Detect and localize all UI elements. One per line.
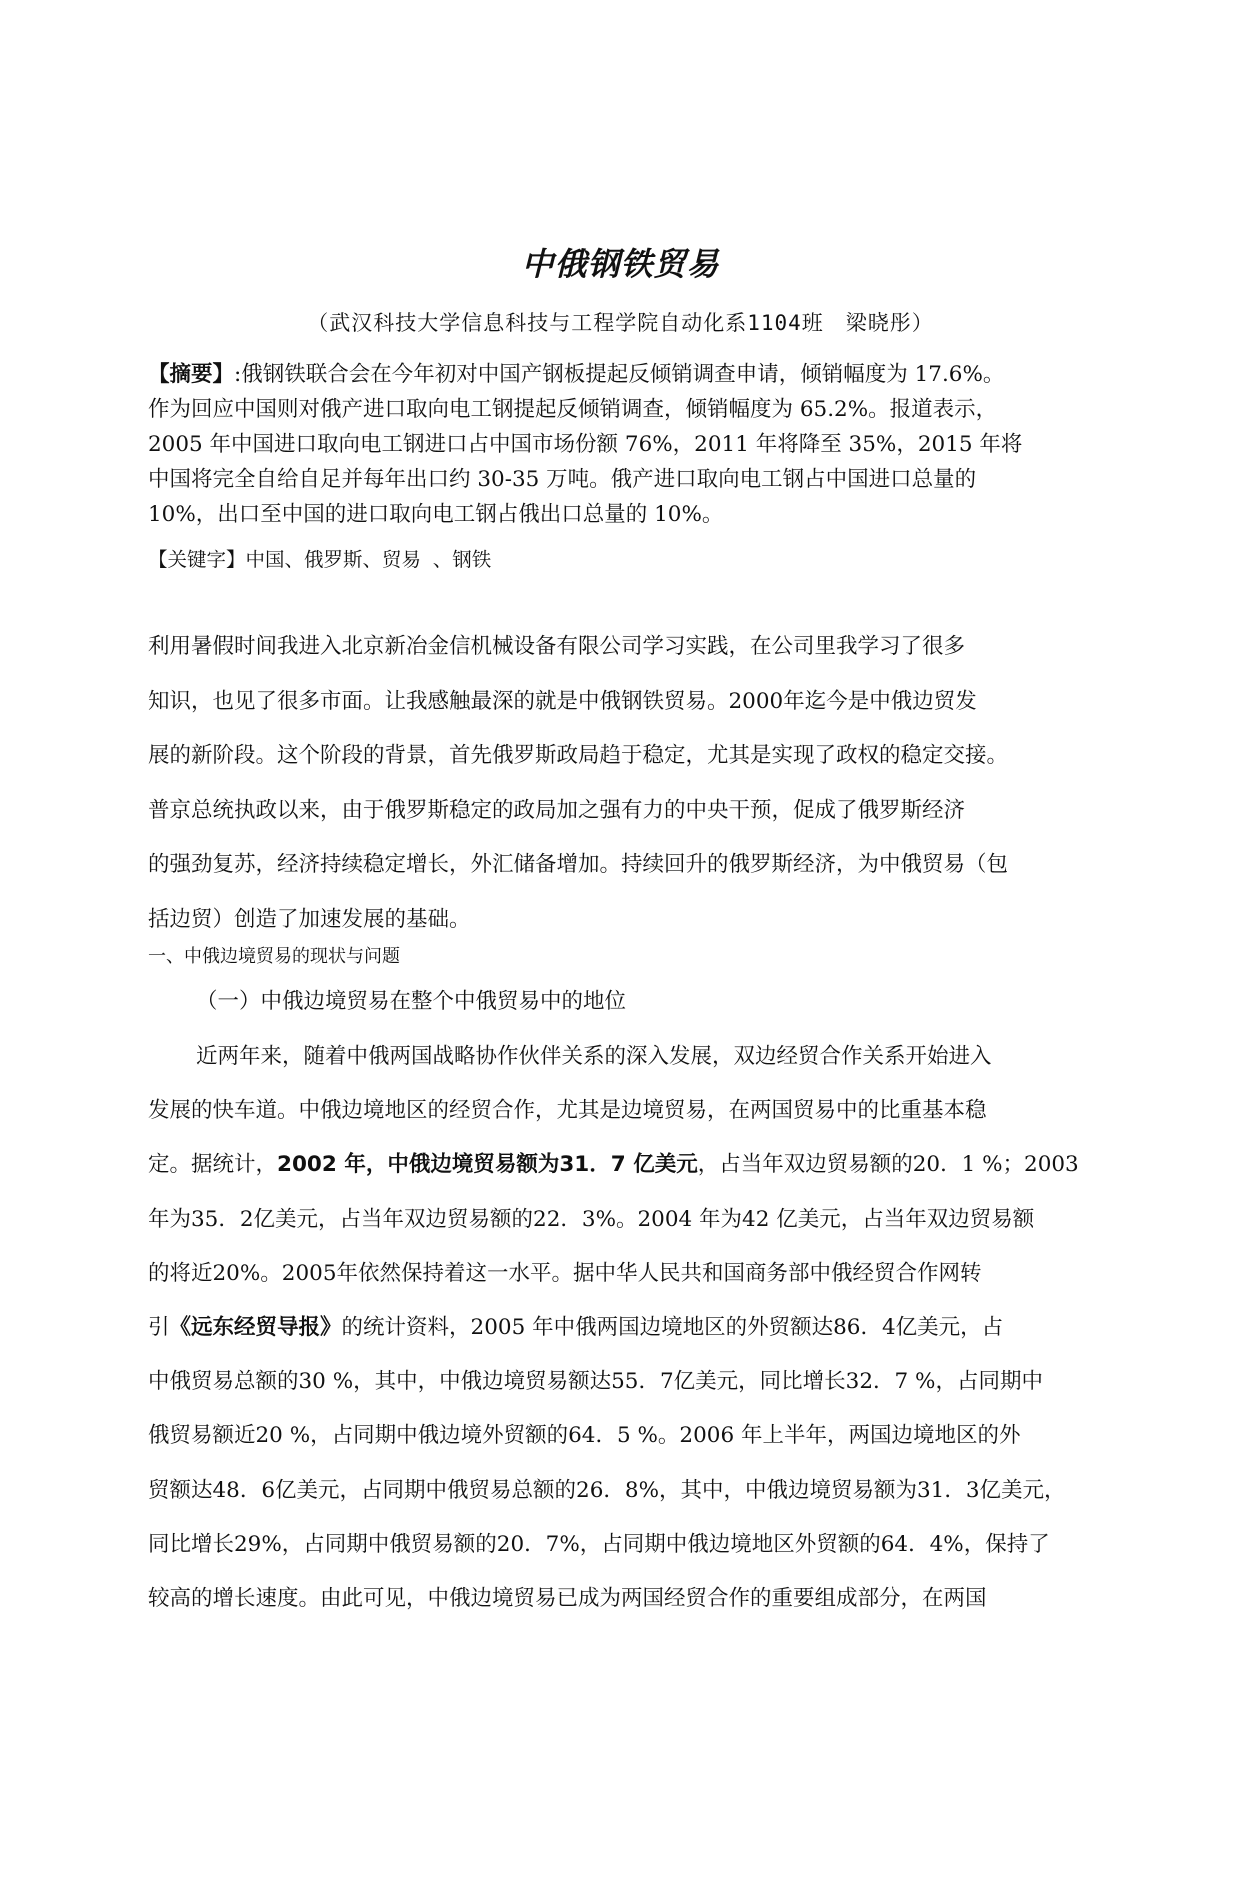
- status-paragraph: [148, 1030, 1108, 1626]
- paragraph-line: 的强劲复苏，经济持续稳定增长，外汇储备增加。持续回升的俄罗斯经济，为中俄贸易（包: [148, 852, 1009, 878]
- text-run: ，占当年双边贸易额的20．1 %；2003: [697, 1152, 1079, 1178]
- abstract-line: [148, 357, 1108, 392]
- text-run: 引: [148, 1315, 170, 1341]
- paragraph-line: 普京总统执政以来，由于俄罗斯稳定的政局加之强有力的中央干预，促成了俄罗斯经济: [148, 797, 966, 823]
- paragraph-line: 括边贸）创造了加速发展的基础。: [148, 906, 471, 932]
- paragraph-line: 展的新阶段。这个阶段的背景，首先俄罗斯政局趋于稳定，尤其是实现了政权的稳定交接。: [148, 743, 1009, 769]
- paragraph-line: 发展的快车道。中俄边境地区的经贸合作，尤其是边境贸易，在两国贸易中的比重基本稳: [148, 1098, 987, 1124]
- keywords-line: 【关键字】中国、俄罗斯、贸易 、钢铁: [148, 548, 492, 571]
- abstract-label: 【摘要】: [148, 362, 235, 387]
- paragraph-line: 中俄贸易总额的30 %，其中，中俄边境贸易额达55．7亿美元，同比增长32．7 %，占同期中: [148, 1369, 1043, 1395]
- document-title: 中俄钢铁贸易: [521, 245, 720, 283]
- sub-heading: （一）中俄边境贸易在整个中俄贸易中的地位: [196, 989, 627, 1014]
- bold-source-title: 《远东经贸导报》: [169, 1315, 342, 1341]
- paragraph-line: 年为35．2亿美元，占当年双边贸易额的22．3%。2004 年为42 亿美元，占当年双边贸易额: [148, 1206, 1035, 1232]
- paragraph-line: 的将近20%。2005年依然保持着这一水平。据中华人民共和国商务部中俄经贸合作网转: [148, 1260, 982, 1286]
- text-run: 的统计资料，2005 年中俄两国边境地区的外贸额达86．4亿美元，占: [341, 1315, 1004, 1341]
- intro-paragraph: [148, 620, 1108, 948]
- abstract-line: 2005 年中国进口取向电工钢进口占中国市场份额 76%，2011 年将降至 35%，2015 年将: [148, 432, 1023, 457]
- paragraph-line: 利用暑假时间我进入北京新冶金信机械设备有限公司学习实践，在公司里我学习了很多: [148, 634, 966, 659]
- abstract-text: :俄钢铁联合会在今年初对中国产钢板提起反倾销调查申请，倾销幅度为 17.6%。: [234, 362, 1005, 387]
- paragraph-line: 贸额达48．6亿美元，占同期中俄贸易总额的26．8%，其中，中俄边境贸易额为31．3亿美元，: [148, 1477, 1066, 1503]
- text-run: 定。据统计，: [148, 1152, 278, 1178]
- paragraph-line: [148, 1301, 1108, 1355]
- paragraph-line: 同比增长29%，占同期中俄贸易额的20．7%，占同期中俄边境地区外贸额的64．4%，保持了: [148, 1531, 1050, 1557]
- paragraph-line: 较高的增长速度。由此可见，中俄边境贸易已成为两国经贸合作的重要组成部分，在两国: [148, 1586, 987, 1612]
- abstract-line: 10%，出口至中国的进口取向电工钢占俄出口总量的 10%。: [148, 502, 724, 527]
- abstract-line: 作为回应中国则对俄产进口取向电工钢提起反倾销调查，倾销幅度为 65.2%。报道表示，: [148, 397, 998, 422]
- author-line: （武汉科技大学信息科技与工程学院自动化系1104班 梁晓彤）: [307, 311, 934, 335]
- abstract-line: 中国将完全自给自足并每年出口约 30-35 万吨。俄产进口取向电工钢占中国进口总量的: [148, 467, 977, 492]
- paragraph-line: 俄贸易额近20 %，占同期中俄边境外贸额的64．5 %。2006 年上半年，两国边境地区的外: [148, 1423, 1021, 1449]
- abstract-block: [148, 357, 1108, 532]
- paragraph-line: 知识，也见了很多市面。让我感触最深的就是中俄钢铁贸易。2000年迄今是中俄边贸发: [148, 688, 977, 714]
- bold-statistic: 2002 年，中俄边境贸易额为31．7 亿美元: [277, 1152, 698, 1178]
- paragraph-line: [148, 1138, 1108, 1192]
- section-heading: 一、中俄边境贸易的现状与问题: [148, 946, 400, 967]
- paragraph-line: 近两年来，随着中俄两国战略协作伙伴关系的深入发展，双边经贸合作关系开始进入: [196, 1044, 992, 1069]
